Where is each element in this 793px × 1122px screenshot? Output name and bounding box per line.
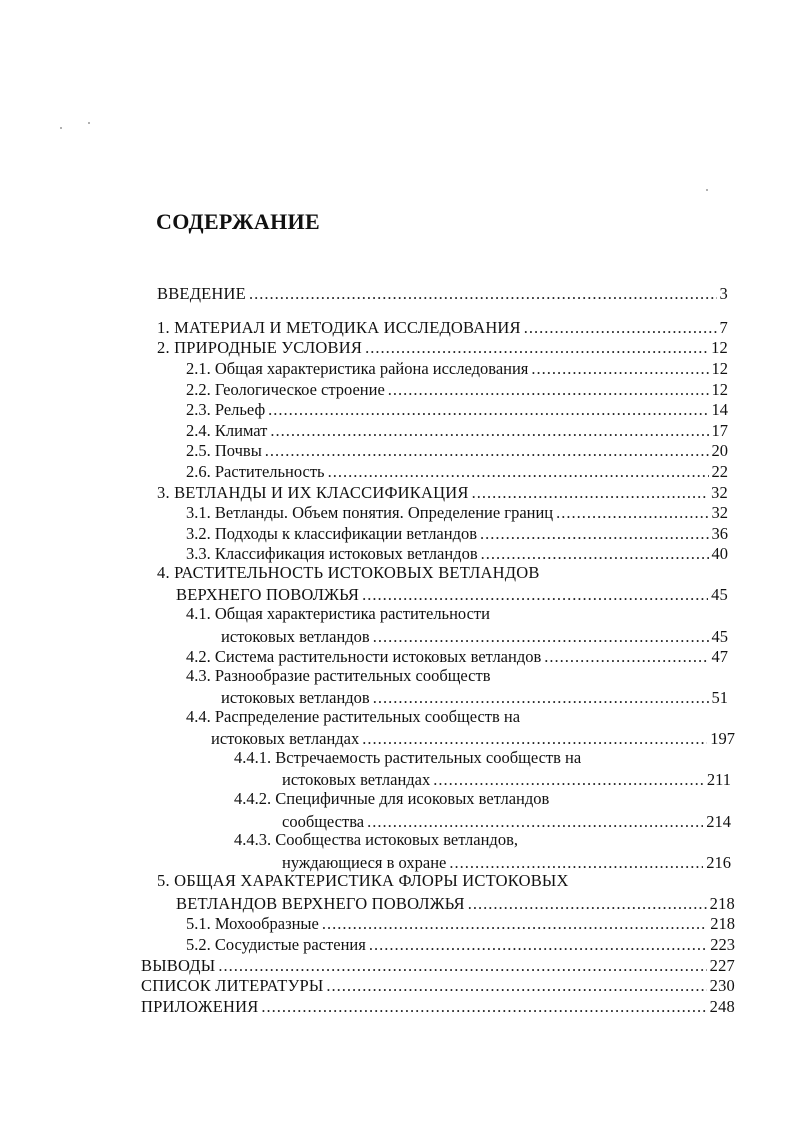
toc-leader-dots xyxy=(373,688,709,708)
toc-entry-section-4-4-1-line1[interactable]: 4.4.1. Встречаемость растительных сообществ на xyxy=(234,748,582,767)
toc-leader-dots xyxy=(261,997,706,1017)
toc-entry-section-3-2[interactable] xyxy=(186,522,728,544)
toc-entry-title: ПРИЛОЖЕНИЯ xyxy=(141,997,259,1016)
toc-entry-section-4-1[interactable] xyxy=(221,625,728,647)
toc-entry-page: 218 xyxy=(710,914,735,933)
toc-leader-dots xyxy=(472,483,709,503)
toc-entry-title: 1. МАТЕРИАЛ И МЕТОДИКА ИССЛЕДОВАНИЯ xyxy=(157,318,521,337)
toc-entry-title: 2.6. Растительность xyxy=(186,462,325,481)
toc-entry-section-3-1[interactable] xyxy=(186,501,728,523)
toc-entry-chapter-5-line1[interactable]: 5. ОБЩАЯ ХАРАКТЕРИСТИКА ФЛОРЫ ИСТОКОВЫХ xyxy=(157,871,569,890)
toc-entry-page: 214 xyxy=(706,812,731,831)
toc-entry-page: 22 xyxy=(711,462,728,481)
toc-entry-intro[interactable] xyxy=(157,282,728,304)
toc-entry-title: 3.3. Классификация истоковых ветландов xyxy=(186,544,478,563)
toc-entry-title: 3.2. Подходы к классификации ветландов xyxy=(186,524,478,543)
toc-entry-title: нуждающиеся в охране xyxy=(282,853,447,872)
toc-entry-title: 4.2. Система растительности истоковых ветландов xyxy=(186,647,542,666)
toc-entry-title: 2.5. Почвы xyxy=(186,441,262,460)
toc-leader-dots xyxy=(326,976,706,996)
toc-entry-section-4-4-2-line1[interactable]: 4.4.2. Специфичные для исоковых ветландов xyxy=(234,789,550,808)
toc-entry-page: 12 xyxy=(711,338,728,357)
toc-entry-page: 45 xyxy=(711,627,728,646)
toc-leader-dots xyxy=(365,338,708,358)
toc-entry-title: 5.2. Сосудистые растения xyxy=(186,935,366,954)
toc-entry-page: 51 xyxy=(711,688,728,707)
toc-leader-dots xyxy=(322,914,707,934)
toc-entry-title: 5.1. Мохообразные xyxy=(186,914,319,933)
toc-entry-title: истоковых ветландах xyxy=(211,729,360,748)
toc-entry-references[interactable] xyxy=(141,974,735,996)
toc-entry-title: сообщества xyxy=(282,812,365,831)
toc-leader-dots xyxy=(362,729,707,749)
toc-leader-dots xyxy=(480,524,708,544)
toc-entry-section-4-1-line1[interactable]: 4.1. Общая характеристика растительности xyxy=(186,604,490,623)
toc-leader-dots xyxy=(367,812,703,832)
toc-leader-dots xyxy=(531,359,708,379)
scan-speck xyxy=(88,122,90,124)
toc-leader-dots xyxy=(270,421,708,441)
toc-entry-section-2-6[interactable] xyxy=(186,460,728,482)
toc-entry-section-4-2[interactable] xyxy=(186,645,728,667)
toc-entry-page: 36 xyxy=(711,524,728,543)
toc-leader-dots xyxy=(218,956,706,976)
toc-entry-page: 47 xyxy=(711,647,728,666)
toc-entry-section-5-1[interactable] xyxy=(186,912,735,934)
toc-leader-dots xyxy=(468,894,707,914)
toc-entry-section-4-4-3-line1[interactable]: 4.4.3. Сообщества истоковых ветландов, xyxy=(234,830,518,849)
toc-entry-title: 3. ВЕТЛАНДЫ И ИХ КЛАССИФИКАЦИЯ xyxy=(157,483,469,502)
scan-speck xyxy=(60,127,62,129)
toc-leader-dots xyxy=(556,503,708,523)
toc-entry-conclusions[interactable] xyxy=(141,954,735,976)
toc-entry-title: истоковых ветландов xyxy=(221,627,370,646)
toc-leader-dots xyxy=(369,935,707,955)
toc-leader-dots xyxy=(388,380,709,400)
toc-entry-page: 211 xyxy=(706,770,731,789)
toc-entry-title: 2.2. Геологическое строение xyxy=(186,380,385,399)
toc-entry-section-4-3[interactable] xyxy=(221,686,728,708)
toc-entry-page: 223 xyxy=(710,935,735,954)
toc-entry-section-2-4[interactable] xyxy=(186,419,728,441)
toc-entry-title: ВВЕДЕНИЕ xyxy=(157,284,246,303)
toc-entry-section-5-2[interactable] xyxy=(186,933,735,955)
toc-entry-page: 218 xyxy=(709,894,735,913)
toc-entry-section-3-3[interactable] xyxy=(186,542,728,564)
toc-entry-page: 45 xyxy=(711,585,728,604)
toc-entry-page: 3 xyxy=(719,284,728,303)
toc-entry-chapter-3[interactable] xyxy=(157,481,728,503)
toc-leader-dots xyxy=(249,284,717,304)
toc-leader-dots xyxy=(373,627,709,647)
toc-entry-title: 2.4. Климат xyxy=(186,421,268,440)
toc-entry-section-2-5[interactable] xyxy=(186,439,728,461)
toc-entry-title: СПИСОК ЛИТЕРАТУРЫ xyxy=(141,976,324,995)
toc-entry-page: 227 xyxy=(709,956,735,975)
toc-entry-page: 20 xyxy=(711,441,728,460)
toc-entry-page: 12 xyxy=(711,359,728,378)
toc-entry-title: истоковых ветландов xyxy=(221,688,370,707)
toc-entry-title: 2.3. Рельеф xyxy=(186,400,266,419)
toc-entry-section-4-4-line1[interactable]: 4.4. Распределение растительных сообществ на xyxy=(186,707,521,726)
toc-entry-appendices[interactable] xyxy=(141,995,735,1017)
toc-entry-title: 2. ПРИРОДНЫЕ УСЛОВИЯ xyxy=(157,338,363,357)
toc-leader-dots xyxy=(481,544,709,564)
toc-entry-page: 40 xyxy=(711,544,728,563)
toc-entry-chapter-5[interactable] xyxy=(176,892,735,914)
toc-entry-chapter-4-line1[interactable]: 4. РАСТИТЕЛЬНОСТЬ ИСТОКОВЫХ ВЕТЛАНДОВ xyxy=(157,563,540,582)
toc-entry-chapter-1[interactable] xyxy=(157,316,728,338)
toc-entry-section-4-3-line1[interactable]: 4.3. Разнообразие растительных сообществ xyxy=(186,666,491,685)
toc-leader-dots xyxy=(265,441,709,461)
toc-leader-dots xyxy=(328,462,709,482)
toc-entry-title: истоковых ветландах xyxy=(282,770,431,789)
page-title: СОДЕРЖАНИЕ xyxy=(156,209,320,234)
scan-speck xyxy=(706,189,708,191)
toc-entry-section-4-4-2[interactable] xyxy=(282,810,731,832)
toc-entry-page: 248 xyxy=(709,997,735,1016)
toc-entry-title: 2.1. Общая характеристика района исследования xyxy=(186,359,529,378)
toc-entry-title: ВЕРХНЕГО ПОВОЛЖЬЯ xyxy=(176,585,360,604)
toc-entry-page: 14 xyxy=(711,400,728,419)
toc-entry-page: 230 xyxy=(709,976,735,995)
toc-entry-page: 7 xyxy=(719,318,728,337)
toc-leader-dots xyxy=(544,647,708,667)
toc-entry-section-2-3[interactable] xyxy=(186,398,728,420)
toc-leader-dots xyxy=(268,400,708,420)
toc-entry-page: 32 xyxy=(711,503,728,522)
toc-leader-dots xyxy=(524,318,717,338)
toc-leader-dots xyxy=(362,585,708,605)
toc-leader-dots xyxy=(433,770,704,790)
toc-entry-title: 3.1. Ветланды. Объем понятия. Определение границ xyxy=(186,503,554,522)
toc-entry-chapter-4[interactable] xyxy=(176,583,728,605)
toc-entry-section-2-1[interactable] xyxy=(186,357,728,379)
toc-entry-section-2-2[interactable] xyxy=(186,378,728,400)
toc-entry-section-4-4-1[interactable] xyxy=(282,768,731,790)
toc-entry-section-4-4-3[interactable] xyxy=(282,851,731,873)
toc-entry-chapter-2[interactable] xyxy=(157,336,728,358)
toc-leader-dots xyxy=(449,853,703,873)
toc-entry-page: 32 xyxy=(711,483,728,502)
toc-entry-page: 197 xyxy=(710,729,735,748)
toc-entry-page: 216 xyxy=(706,853,731,872)
toc-entry-title: ВЫВОДЫ xyxy=(141,956,216,975)
toc-entry-section-4-4[interactable] xyxy=(211,727,735,749)
toc-entry-title: ВЕТЛАНДОВ ВЕРХНЕГО ПОВОЛЖЬЯ xyxy=(176,894,465,913)
toc-entry-page: 12 xyxy=(711,380,728,399)
toc-entry-page: 17 xyxy=(711,421,728,440)
